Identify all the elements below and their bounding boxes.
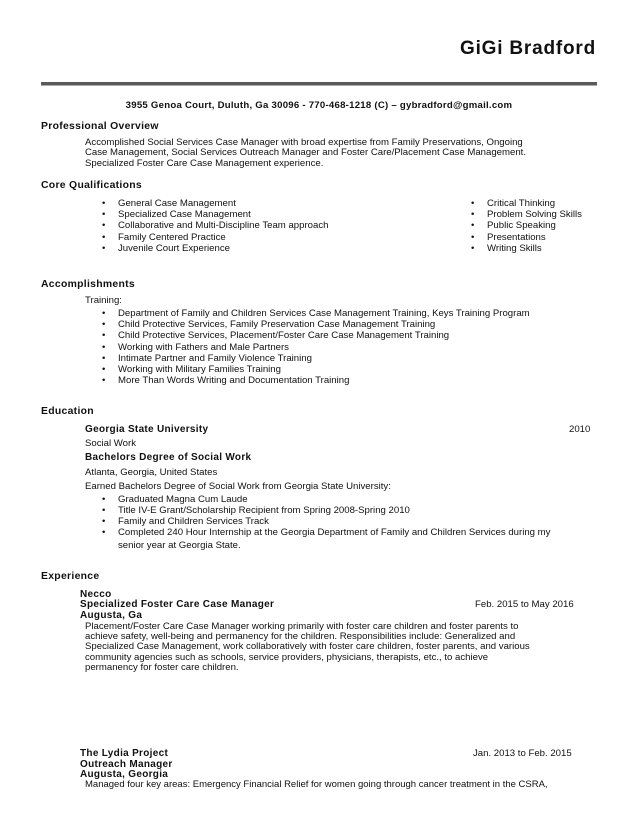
job-location: Augusta, Georgia (80, 769, 169, 780)
training-label: Training: (85, 295, 122, 306)
list-item: • Public Speaking (471, 220, 582, 231)
job-dates: Feb. 2015 to May 2016 (475, 599, 574, 610)
job-description-line: achieve safety, well-being and permanency for the children. Responsibilities include: Generalized and (85, 631, 516, 643)
list-item: • Juvenile Court Experience (102, 243, 328, 254)
job-description-line: Managed four key areas: Emergency Financial Relief for women going through cancer treatment in the CSRA, (85, 779, 548, 790)
training-list (102, 308, 530, 386)
degree-name: Bachelors Degree of Social Work (85, 452, 252, 463)
overview-line: Case Management, Social Services Outreach Manager and Foster Care/Placement Case Management. (85, 147, 526, 159)
school-name: Georgia State University (85, 424, 209, 435)
list-item: • Child Protective Services, Placement/Foster Care Case Management Training (102, 330, 530, 341)
list-item: • Graduated Magna Cum Laude (102, 494, 550, 505)
overview-text (85, 138, 595, 169)
list-item: • Family Centered Practice (102, 232, 328, 243)
list-item: • General Case Management (102, 198, 328, 209)
job-employer: Necco (80, 589, 112, 600)
list-item: • Specialized Case Management (102, 209, 328, 220)
list-item: • Family and Children Services Track (102, 516, 550, 527)
list-item: • More Than Words Writing and Documentation Training (102, 375, 530, 386)
list-item: • Writing Skills (471, 243, 582, 254)
qualifications-right-list (471, 198, 582, 254)
job-title: Specialized Foster Care Case Manager (80, 599, 275, 610)
list-item: • Working with Fathers and Male Partners (102, 342, 530, 353)
job-description-line: Specialized Case Management, work collaboratively with foster care children, foster parents, and various (85, 641, 530, 653)
job-employer: The Lydia Project (80, 748, 169, 759)
qualifications-heading: Core Qualifications (41, 180, 142, 191)
overview-line: Specialized Foster Care Case Management experience. (85, 157, 324, 169)
accomplishments-heading: Accomplishments (41, 279, 135, 290)
list-item: • Child Protective Services, Family Preservation Case Management Training (102, 319, 530, 330)
qualifications-left-list (102, 198, 328, 254)
education-list (102, 494, 550, 538)
degree-summary: Earned Bachelors Degree of Social Work from Georgia State University: (85, 481, 391, 492)
job-description (85, 622, 595, 673)
job-title: Outreach Manager (80, 759, 173, 770)
list-item: • Department of Family and Children Services Case Management Training, Keys Training Program (102, 308, 530, 319)
list-item: • Collaborative and Multi-Discipline Team approach (102, 220, 328, 231)
list-item: • Working with Military Families Training (102, 364, 530, 375)
candidate-name: GiGi Bradford (459, 38, 596, 59)
job-dates: Jan. 2013 to Feb. 2015 (473, 748, 572, 759)
list-item-continuation: senior year at Georgia State. (118, 540, 241, 551)
contact-line: 3955 Genoa Court, Duluth, Ga 30096 - 770-468-1218 (C) – gybradford@gmail.com (125, 100, 513, 111)
field-of-study: Social Work (85, 438, 137, 449)
list-item: • Critical Thinking (471, 198, 582, 209)
list-item: • Problem Solving Skills (471, 209, 582, 220)
school-location: Atlanta, Georgia, United States (85, 467, 218, 478)
list-item: • Intimate Partner and Family Violence Training (102, 353, 530, 364)
list-item: • Completed 240 Hour Internship at the Georgia Department of Family and Children Services during my (102, 528, 550, 538)
job-description-line: Placement/Foster Care Case Manager working primarily with foster care children and foster parents to (85, 621, 519, 632)
overview-heading: Professional Overview (41, 121, 159, 132)
list-item: • Title IV-E Grant/Scholarship Recipient from Spring 2008-Spring 2010 (102, 505, 550, 516)
education-heading: Education (41, 406, 94, 417)
list-item: • Presentations (471, 232, 582, 243)
experience-heading: Experience (41, 571, 100, 582)
job-description-line: permanency for foster care children. (85, 661, 239, 673)
graduation-year: 2010 (569, 424, 591, 435)
header-rule (41, 82, 597, 86)
job-description-line: community agencies such as schools, service providers, physicians, therapists, etc., to achieve (85, 651, 489, 663)
overview-line: Accomplished Social Services Case Manager with broad expertise from Family Preservations, Ongoing (85, 137, 523, 148)
job-location: Augusta, Ga (80, 610, 143, 621)
